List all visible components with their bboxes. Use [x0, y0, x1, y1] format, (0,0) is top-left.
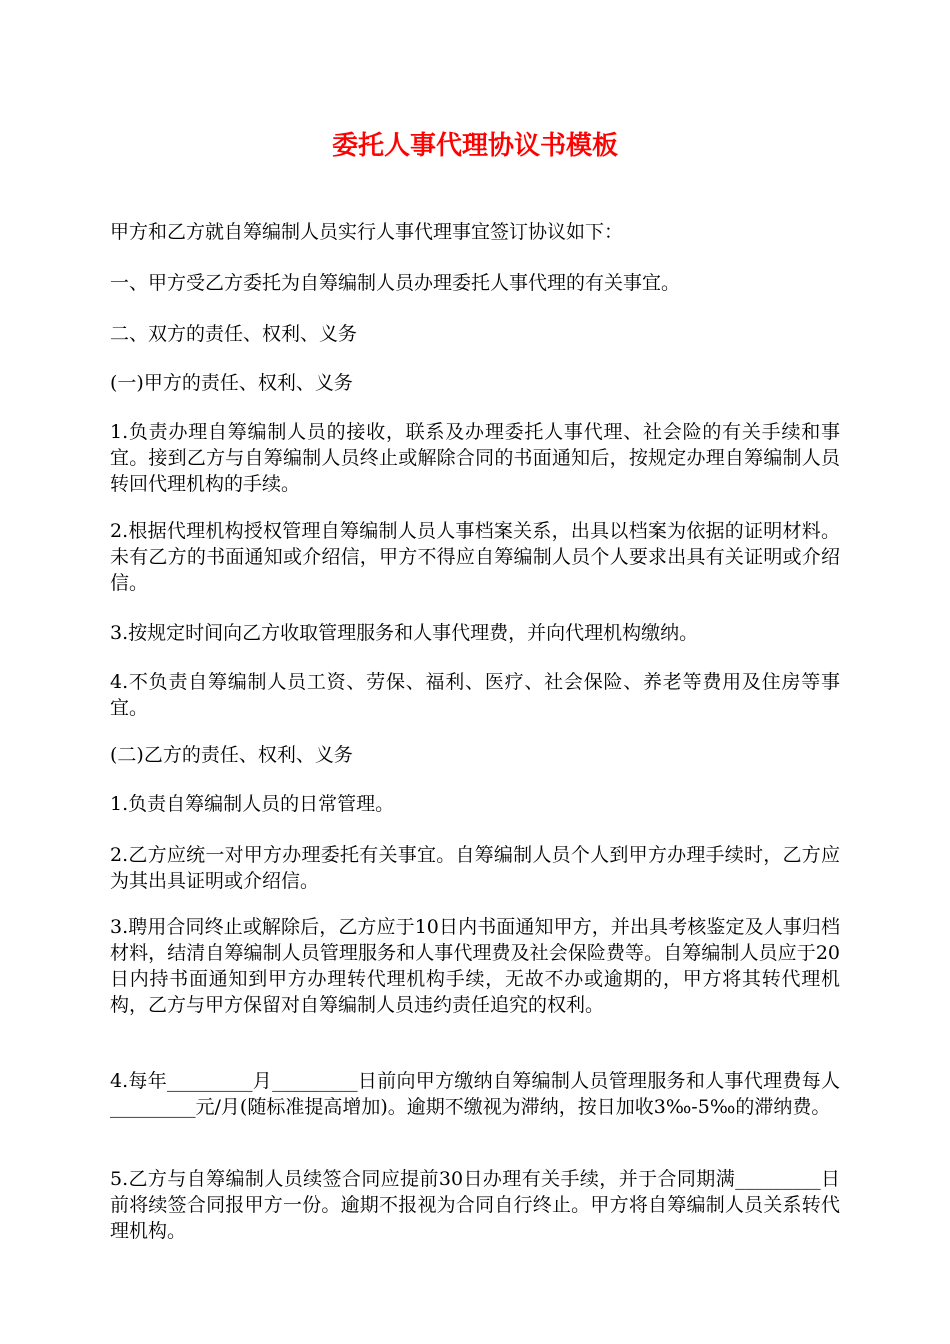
- party-b-item-4: 4.每年_________月_________日前向甲方缴纳自筹编制人员管理服务和人事代理费每人_________元/月(随标准提高增加)。逾期不缴视为滞纳，按日加收3‰-5‰的滞纳费。: [110, 1070, 840, 1118]
- document-title: 委托人事代理协议书模板: [331, 131, 618, 161]
- party-b-item-2: 2.乙方应统一对甲方办理委托有关事宜。自筹编制人员个人到甲方办理手续时，乙方应为其出具证明或介绍信。: [110, 844, 840, 892]
- subsection-heading-party-a: (一)甲方的责任、权利、义务: [110, 372, 353, 394]
- section-heading-2: 二、双方的责任、权利、义务: [110, 323, 358, 345]
- intro-paragraph: 甲方和乙方就自筹编制人员实行人事代理事宜签订协议如下：: [110, 221, 624, 243]
- clause-1: 一、甲方受乙方委托为自筹编制人员办理委托人事代理的有关事宜。: [110, 272, 681, 294]
- party-a-item-4: 4.不负责自筹编制人员工资、劳保、福利、医疗、社会保险、养老等费用及住房等事宜。: [110, 671, 840, 719]
- subsection-heading-party-b: (二)乙方的责任、权利、义务: [110, 744, 353, 766]
- party-b-item-5: 5.乙方与自筹编制人员续签合同应提前30日办理有关手续，并于合同期满_________日前将续签合同报甲方一份。逾期不报视为合同自行终止。甲方将自筹编制人员关系转代理机构。: [110, 1168, 840, 1242]
- party-a-item-1: 1.负责办理自筹编制人员的接收，联系及办理委托人事代理、社会险的有关手续和事宜。接到乙方与自筹编制人员终止或解除合同的书面通知后，按规定办理自筹编制人员转回代理机构的手续。: [110, 421, 840, 495]
- party-a-item-3: 3.按规定时间向乙方收取管理服务和人事代理费，并向代理机构缴纳。: [110, 622, 699, 644]
- party-b-item-3: 3.聘用合同终止或解除后，乙方应于10日内书面通知甲方，并出具考核鉴定及人事归档材料，结清自筹编制人员管理服务和人事代理费及社会保险费等。自筹编制人员应于20日内持书面通知到甲方办理转代理机构手续，无故不办或逾期的，甲方将其转代理机构，乙方与甲方保留对自筹编制人员违约责任追究的权利。: [110, 916, 840, 1016]
- party-a-item-2: 2.根据代理机构授权管理自筹编制人员人事档案关系，出具以档案为依据的证明材料。未有乙方的书面通知或介绍信，甲方不得应自筹编制人员个人要求出具有关证明或介绍信。: [110, 520, 840, 594]
- party-b-item-1: 1.负责自筹编制人员的日常管理。: [110, 793, 395, 815]
